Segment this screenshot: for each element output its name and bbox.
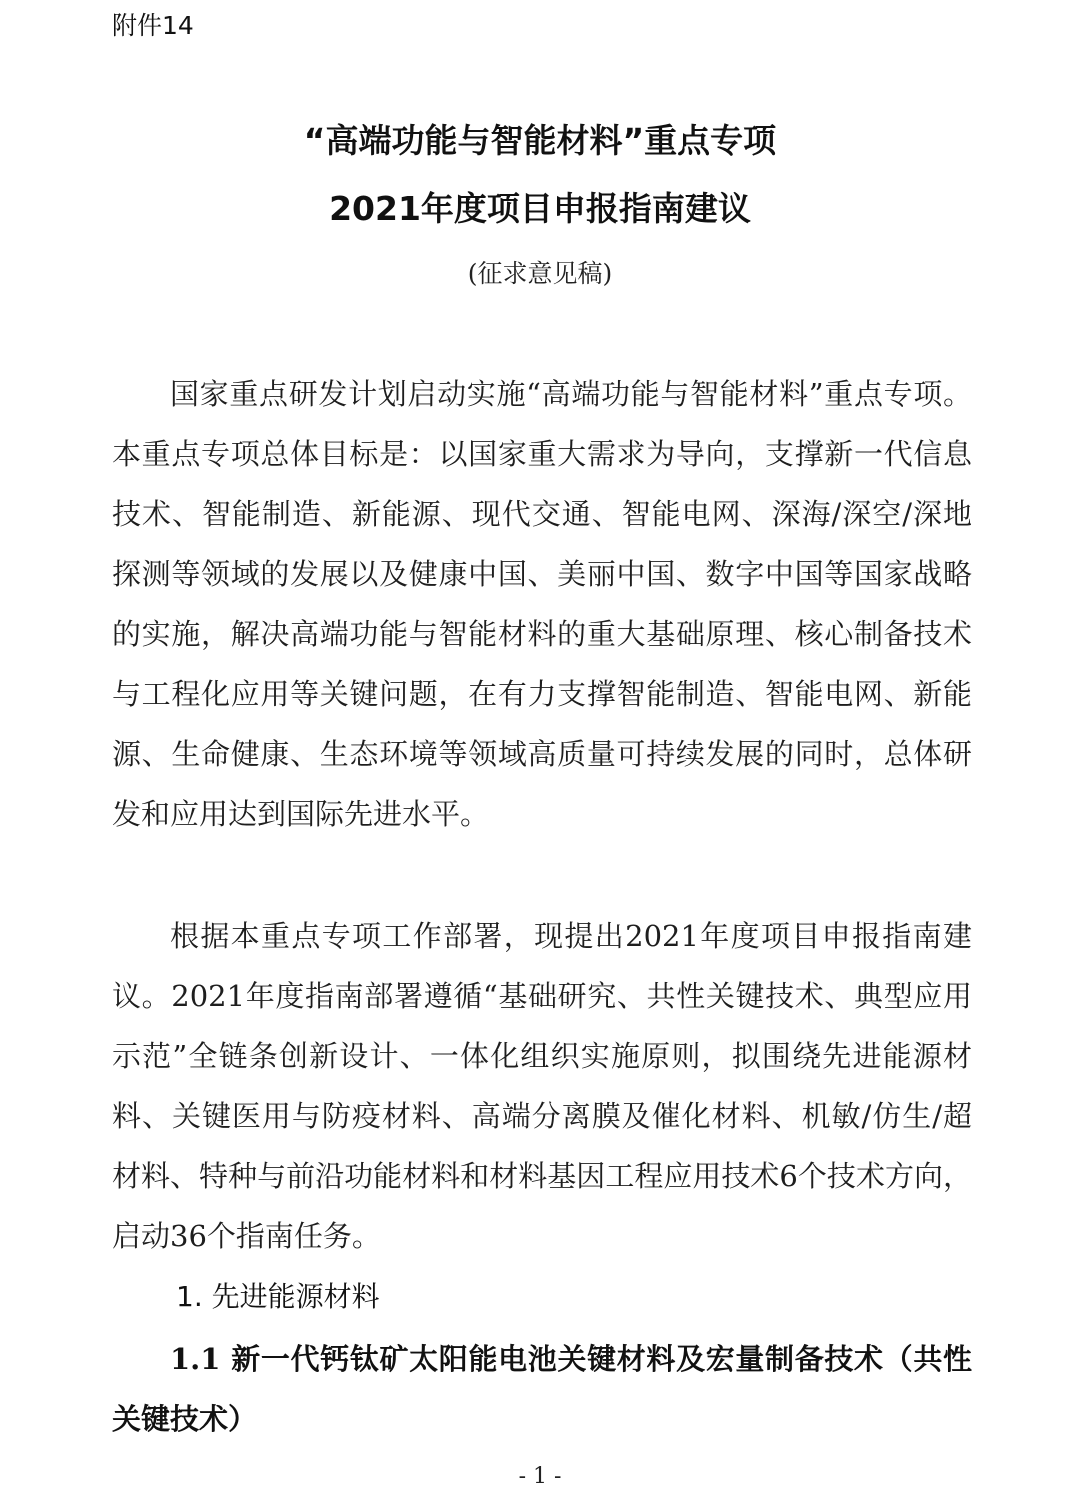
body-paragraph-2: 根据本重点专项工作部署，现提出2021年度项目申报指南建议。2021年度指南部署遵循“基础研究、共性关键技术、典型应用示范”全链条创新设计、一体化组织实施原则，拟围绕先进能源材料、关键医用与防疫材料、高端分离膜及催化材料、机敏/仿生/超材料、特种与前沿功能材料和材料基因工程应用技术6个技术方向，启动36个指南任务。 bbox=[112, 919, 972, 1253]
document-subtitle: (征求意见稿) bbox=[467, 259, 613, 288]
section-heading-1: 1. 先进能源材料 bbox=[176, 1280, 380, 1313]
attachment-label: 附件14 bbox=[112, 11, 194, 40]
body-paragraph-1: 国家重点研发计划启动实施“高端功能与智能材料”重点专项。本重点专项总体目标是：以国家重大需求为导向，支撑新一代信息技术、智能制造、新能源、现代交通、智能电网、深海/深空/深地探测等领域的发展以及健康中国、美丽中国、数字中国等国家战略的实施，解决高端功能与智能材料的重大基础原理、核心制备技术与工程化应用等关键问题，在有力支撑智能制造、智能电网、新能源、生命健康、生态环境等领域高质量可持续发展的同时，总体研发和应用达到国际先进水平。 bbox=[112, 377, 972, 831]
document-title-line-2: 2021年度项目申报指南建议 bbox=[329, 189, 751, 228]
page-number: - 1 - bbox=[518, 1464, 562, 1489]
document-title-line-1: “高端功能与智能材料”重点专项 bbox=[303, 121, 777, 160]
section-heading-1-1: 1.1 新一代钙钛矿太阳能电池关键材料及宏量制备技术（共性关键技术） bbox=[112, 1342, 972, 1436]
